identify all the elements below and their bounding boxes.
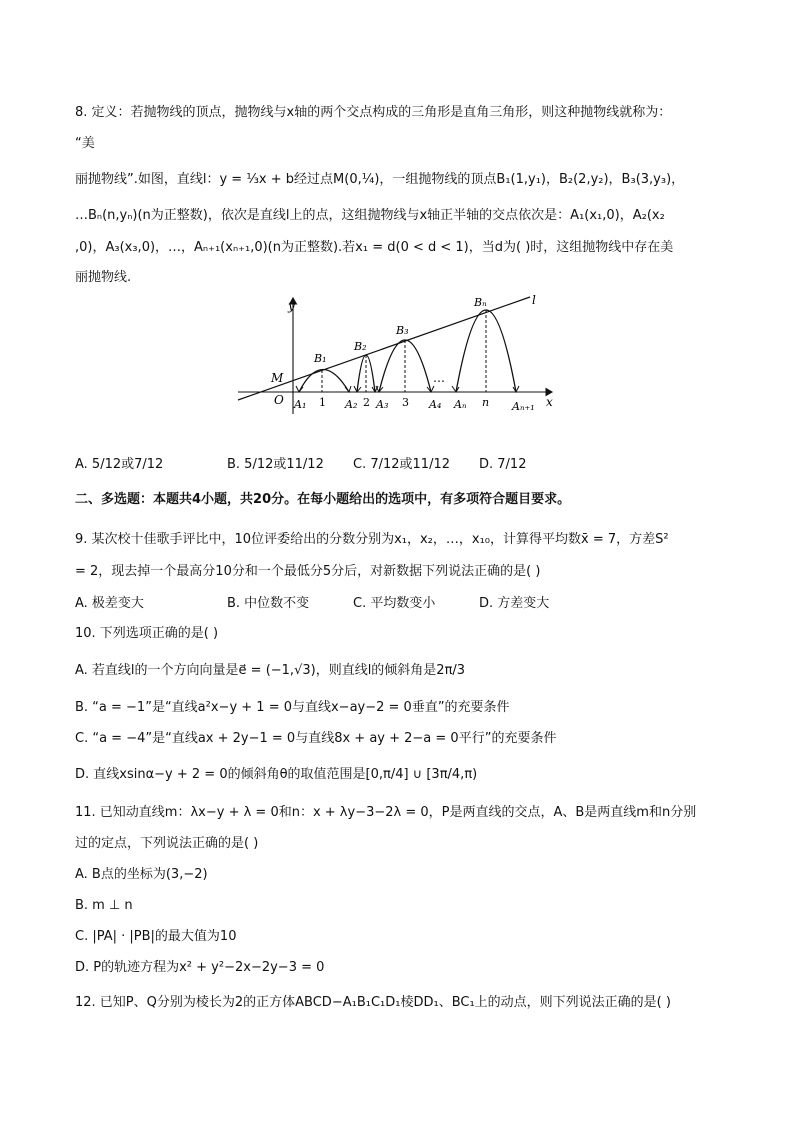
section-heading: 二、多选题：本题共4小题，共20分。在每小题给出的选项中，有多项符合题目要求。 bbox=[75, 492, 571, 507]
q8-text-line4: …Bₙ(n,yₙ)(n为正整数)，依次是直线l上的点，这组抛物线与x轴正半轴的交点依次是：A₁(x₁,0)，A₂(x₂ bbox=[75, 208, 665, 223]
A4-label: A₄ bbox=[429, 398, 442, 411]
q9-text-line2: = 2，现去掉一个最高分10分和一个最低分5分后，对新数据下列说法正确的是( ) bbox=[75, 564, 541, 579]
tick-1-label: 1 bbox=[319, 396, 326, 409]
q9-option-c: C. 平均数变小 bbox=[353, 596, 436, 611]
q11-option-d: D. P的轨迹方程为x² + y²−2x−2y−3 = 0 bbox=[75, 960, 325, 975]
A1-label: A₁ bbox=[294, 398, 307, 411]
A3-label: A₃ bbox=[376, 398, 389, 411]
q11-text-line2: 过的定点，下列说法正确的是( ) bbox=[75, 836, 259, 851]
q8-option-a: A. 5/12或7/12 bbox=[75, 457, 164, 472]
q9-option-b: B. 中位数不变 bbox=[227, 596, 310, 611]
tick-3-label: 3 bbox=[402, 396, 409, 409]
parabola-1 bbox=[299, 370, 349, 393]
x-axis-label: x bbox=[546, 395, 553, 409]
q11-option-b: B. m ⊥ n bbox=[75, 898, 133, 913]
q8-option-c: C. 7/12或11/12 bbox=[353, 457, 450, 472]
B1-label: B₁ bbox=[314, 352, 327, 365]
q11-option-a: A. B点的坐标为(3,−2) bbox=[75, 867, 208, 882]
q8-text-line2: “美 bbox=[75, 136, 95, 151]
q10-option-a: A. 若直线l的一个方向向量是e⃗ = (−1,√3)，则直线l的倾斜角是2π/3 bbox=[75, 663, 466, 678]
y-axis-label: y bbox=[288, 299, 295, 313]
q11-text-line1: 11. 已知动直线m：λx−y + λ = 0和n：x + λy−3−2λ = 0，P是两直线的交点，A、B是两直线m和n分别 bbox=[75, 805, 697, 820]
q10-option-b: B. “a = −1”是“直线a²x−y + 1 = 0与直线x−ay−2 = 0垂直”的充要条件 bbox=[75, 700, 510, 715]
Bn-label: Bₙ bbox=[474, 296, 487, 309]
q8-option-d: D. 7/12 bbox=[479, 457, 527, 472]
B3-label: B₃ bbox=[396, 324, 409, 337]
q9-text-line1: 9. 某次校十佳歌手评比中，10位评委给出的分数分别为x₁，x₂，…，x₁₀，计算得平均数x̄ = 7，方差S² bbox=[75, 532, 669, 547]
ellipsis-label: … bbox=[433, 371, 445, 385]
q9-option-d: D. 方差变大 bbox=[479, 596, 550, 611]
q8-text-line3: 丽抛物线”.如图，直线l：y = ⅓x + b经过点M(0,¼)，一组抛物线的顶点B₁(1,y₁)，B₂(2,y₂)，B₃(3,y₃)， bbox=[75, 172, 685, 187]
q8-option-b: B. 5/12或11/12 bbox=[227, 457, 324, 472]
An-label: Aₙ bbox=[454, 398, 467, 411]
q8-text-line1: 8. 定义：若抛物线的顶点，抛物线与x轴的两个交点构成的三角形是直角三角形，则这种抛物线就称为： bbox=[75, 105, 672, 120]
q8-text-line5: ,0)，A₃(x₃,0)，…，Aₙ₊₁(xₙ₊₁,0)(n为正整数).若x₁ = d(0 < d < 1)，当d为( )时，这组抛物线中存在美 bbox=[75, 240, 674, 255]
tick-n-label: n bbox=[482, 396, 490, 409]
parabola-figure bbox=[230, 290, 560, 420]
q11-option-c: C. |PA| · |PB|的最大值为10 bbox=[75, 929, 237, 944]
An1-label: Aₙ₊₁ bbox=[512, 400, 535, 413]
q10-option-d: D. 直线xsinα−y + 2 = 0的倾斜角θ的取值范围是[0,π/4] ∪ [3π/4,π) bbox=[75, 767, 478, 782]
q8-text-line6: 丽抛物线. bbox=[75, 270, 132, 285]
origin-label: O bbox=[274, 393, 284, 407]
B2-label: B₂ bbox=[354, 340, 367, 353]
q10-stem: 10. 下列选项正确的是( ) bbox=[75, 626, 219, 641]
q10-option-c: C. “a = −4”是“直线ax + 2y−1 = 0与直线8x + ay + 2−a = 0平行”的充要条件 bbox=[75, 731, 557, 746]
q12-text-line1: 12. 已知P、Q分别为棱长为2的正方体ABCD−A₁B₁C₁D₁棱DD₁、BC₁上的动点，则下列说法正确的是( ) bbox=[75, 995, 671, 1010]
A2-label: A₂ bbox=[345, 398, 358, 411]
tick-2-label: 2 bbox=[363, 396, 370, 409]
q9-option-a: A. 极差变大 bbox=[75, 596, 144, 611]
point-M-label: M bbox=[271, 371, 284, 385]
line-l-label: l bbox=[532, 293, 536, 307]
